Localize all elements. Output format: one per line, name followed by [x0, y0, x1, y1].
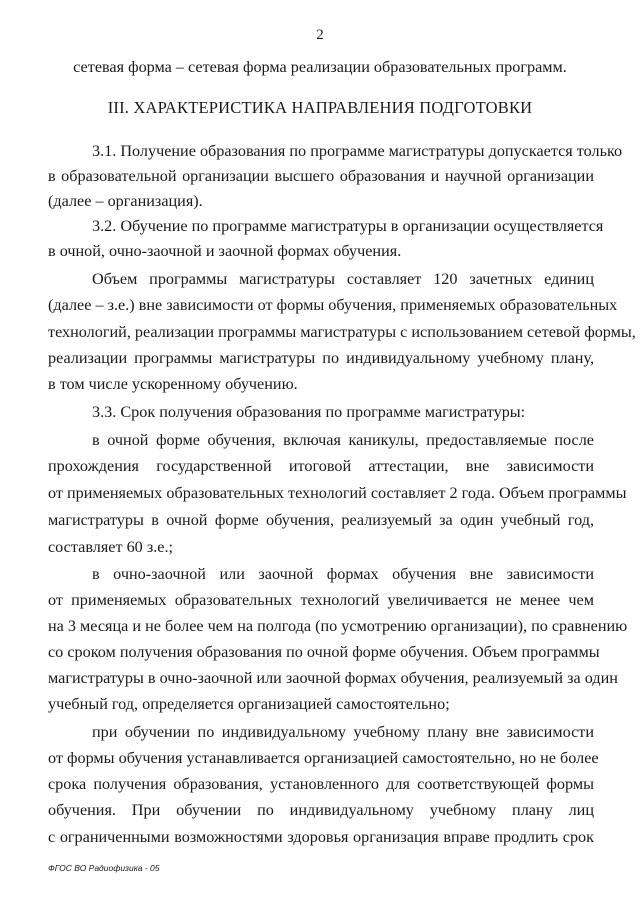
paragraph-line: (далее – организация). — [48, 192, 203, 210]
intro-line: сетевая форма – сетевая форма реализации образовательных программ. — [73, 58, 567, 76]
paragraph-line: учебный год, определяется организацией самостоятельно; — [48, 695, 450, 713]
paragraph-line: при обучении по индивидуальному учебному плану вне зависимости — [92, 723, 594, 741]
paragraph-line: со сроком получения образования по очной форме обучения. Объем программы — [48, 643, 600, 661]
paragraph-line: прохождения государственной итоговой аттестации, вне зависимости — [48, 457, 594, 475]
page-number: 2 — [316, 27, 324, 43]
paragraph-line: от применяемых образовательных технологий составляет 2 года. Объем программы — [48, 484, 627, 502]
footer-label: ФГОС ВО Радиофизика - 05 — [48, 863, 160, 873]
paragraph-line: в очно-заочной или заочной формах обучения вне зависимости — [92, 565, 594, 583]
paragraph-line: технологий, реализации программы магистратуры с использованием сетевой формы, — [48, 323, 636, 341]
paragraph-line: от применяемых образовательных технологий увеличивается не менее чем — [48, 591, 594, 609]
paragraph-line: (далее – з.е.) вне зависимости от формы обучения, применяемых образовательных — [48, 296, 618, 314]
paragraph-line: составляет 60 з.е.; — [48, 538, 173, 556]
paragraph-line: Объем программы магистратуры составляет 120 зачетных единиц — [92, 270, 594, 288]
paragraph-line: с ограниченными возможностями здоровья организация вправе продлить срок — [48, 828, 594, 846]
paragraph-line: срока получения образования, установленного для соответствующей формы — [48, 775, 594, 793]
paragraph-line: в очной форме обучения, включая каникулы, предоставляемые после — [92, 431, 594, 449]
paragraph-line: 3.1. Получение образования по программе магистратуры допускается только — [92, 142, 623, 160]
paragraph-line: магистратуры в очно-заочной или заочной формах обучения, реализуемый за один — [48, 669, 618, 687]
paragraph-line: обучения. При обучении по индивидуальному учебному плану лиц — [48, 801, 594, 819]
paragraph-line: в том числе ускоренному обучению. — [48, 375, 298, 393]
paragraph-line: от формы обучения устанавливается организацией самостоятельно, но не более — [48, 749, 599, 767]
paragraph-line: 3.3. Срок получения образования по программе магистратуры: — [92, 403, 526, 421]
paragraph-line: в очной, очно-заочной и заочной формах обучения. — [48, 242, 402, 260]
paragraph-line: 3.2. Обучение по программе магистратуры в организации осуществляется — [92, 217, 604, 235]
paragraph-line: в образовательной организации высшего образования и научной организации — [48, 167, 594, 185]
section-heading: III. ХАРАКТЕРИСТИКА НАПРАВЛЕНИЯ ПОДГОТОВКИ — [107, 98, 533, 117]
paragraph-line: на 3 месяца и не более чем на полгода (по усмотрению организации), по сравнению — [48, 617, 628, 635]
paragraph-line: магистратуры в очной форме обучения, реализуемый за один учебный год, — [48, 511, 594, 529]
paragraph-line: реализации программы магистратуры по индивидуальному учебному плану, — [48, 349, 594, 367]
